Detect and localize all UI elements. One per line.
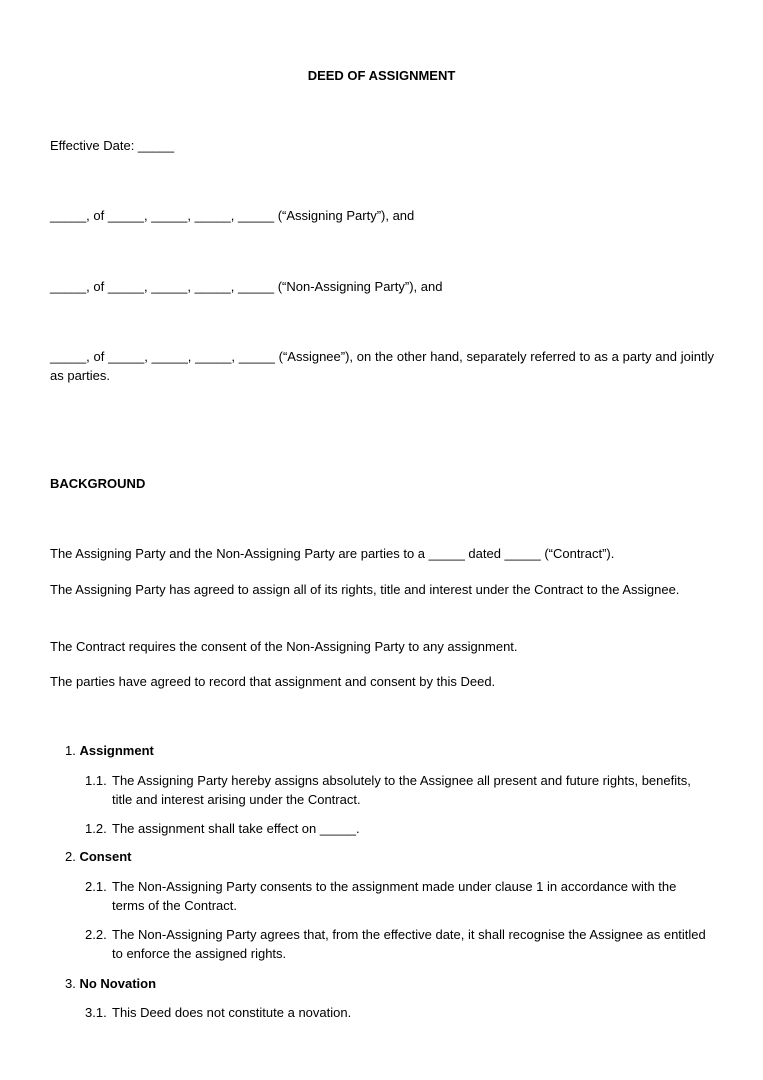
subclause-number: 1.1.	[85, 773, 107, 788]
clause-title: Consent	[79, 849, 132, 864]
subclause-text: The assignment shall take effect on _____.	[112, 821, 360, 836]
subclause-text: This Deed does not constitute a novation.	[112, 1005, 352, 1020]
background-paragraph: The Assigning Party has agreed to assign all of its rights, title and interest under the Contract to the Assignee.	[50, 582, 680, 597]
background-paragraph: The Assigning Party and the Non-Assigning Party are parties to a _____ dated _____ (“Contract”).	[50, 546, 615, 561]
clause-no-novation	[65, 974, 156, 993]
party-assigning: _____, of _____, _____, _____, _____ (“Assigning Party”), and	[50, 208, 415, 223]
clause-title: Assignment	[79, 743, 154, 758]
party-assignee: _____, of _____, _____, _____, _____ (“Assignee”), on the other hand, separately referred to as a party and jointly as parties.	[50, 349, 714, 383]
party-non-assigning: _____, of _____, _____, _____, _____ (“Non-Assigning Party”), and	[50, 279, 443, 294]
background-paragraph: The parties have agreed to record that assignment and consent by this Deed.	[50, 674, 496, 689]
subclause	[85, 1003, 710, 1022]
clause-consent	[65, 847, 131, 866]
background-heading: BACKGROUND	[50, 476, 146, 491]
clause-number: 1.	[65, 743, 76, 758]
subclause	[85, 925, 710, 963]
clause-title: No Novation	[79, 976, 157, 991]
subclause-text: The Non-Assigning Party agrees that, from the effective date, it shall recognise the Assignee as entitled to enforce the assigned rights.	[112, 927, 706, 961]
subclause	[85, 771, 710, 809]
effective-date: Effective Date: _____	[50, 138, 175, 153]
subclause-number: 3.1.	[85, 1005, 107, 1020]
clause-number: 2.	[65, 849, 76, 864]
clause-assignment	[65, 741, 154, 760]
subclause-number: 2.1.	[85, 879, 107, 894]
clause-number: 3.	[65, 976, 76, 991]
subclause-number: 1.2.	[85, 821, 107, 836]
subclause	[85, 877, 710, 915]
subclause-number: 2.2.	[85, 927, 107, 942]
subclause-text: The Assigning Party hereby assigns absolutely to the Assignee all present and future rights, benefits, title and interest arising under the Contract.	[112, 773, 691, 807]
document-title: DEED OF ASSIGNMENT	[307, 68, 456, 83]
background-paragraph: The Contract requires the consent of the Non-Assigning Party to any assignment.	[50, 639, 518, 654]
subclause-text: The Non-Assigning Party consents to the assignment made under clause 1 in accordance with the terms of the Contract.	[112, 879, 677, 913]
subclause	[85, 819, 710, 838]
